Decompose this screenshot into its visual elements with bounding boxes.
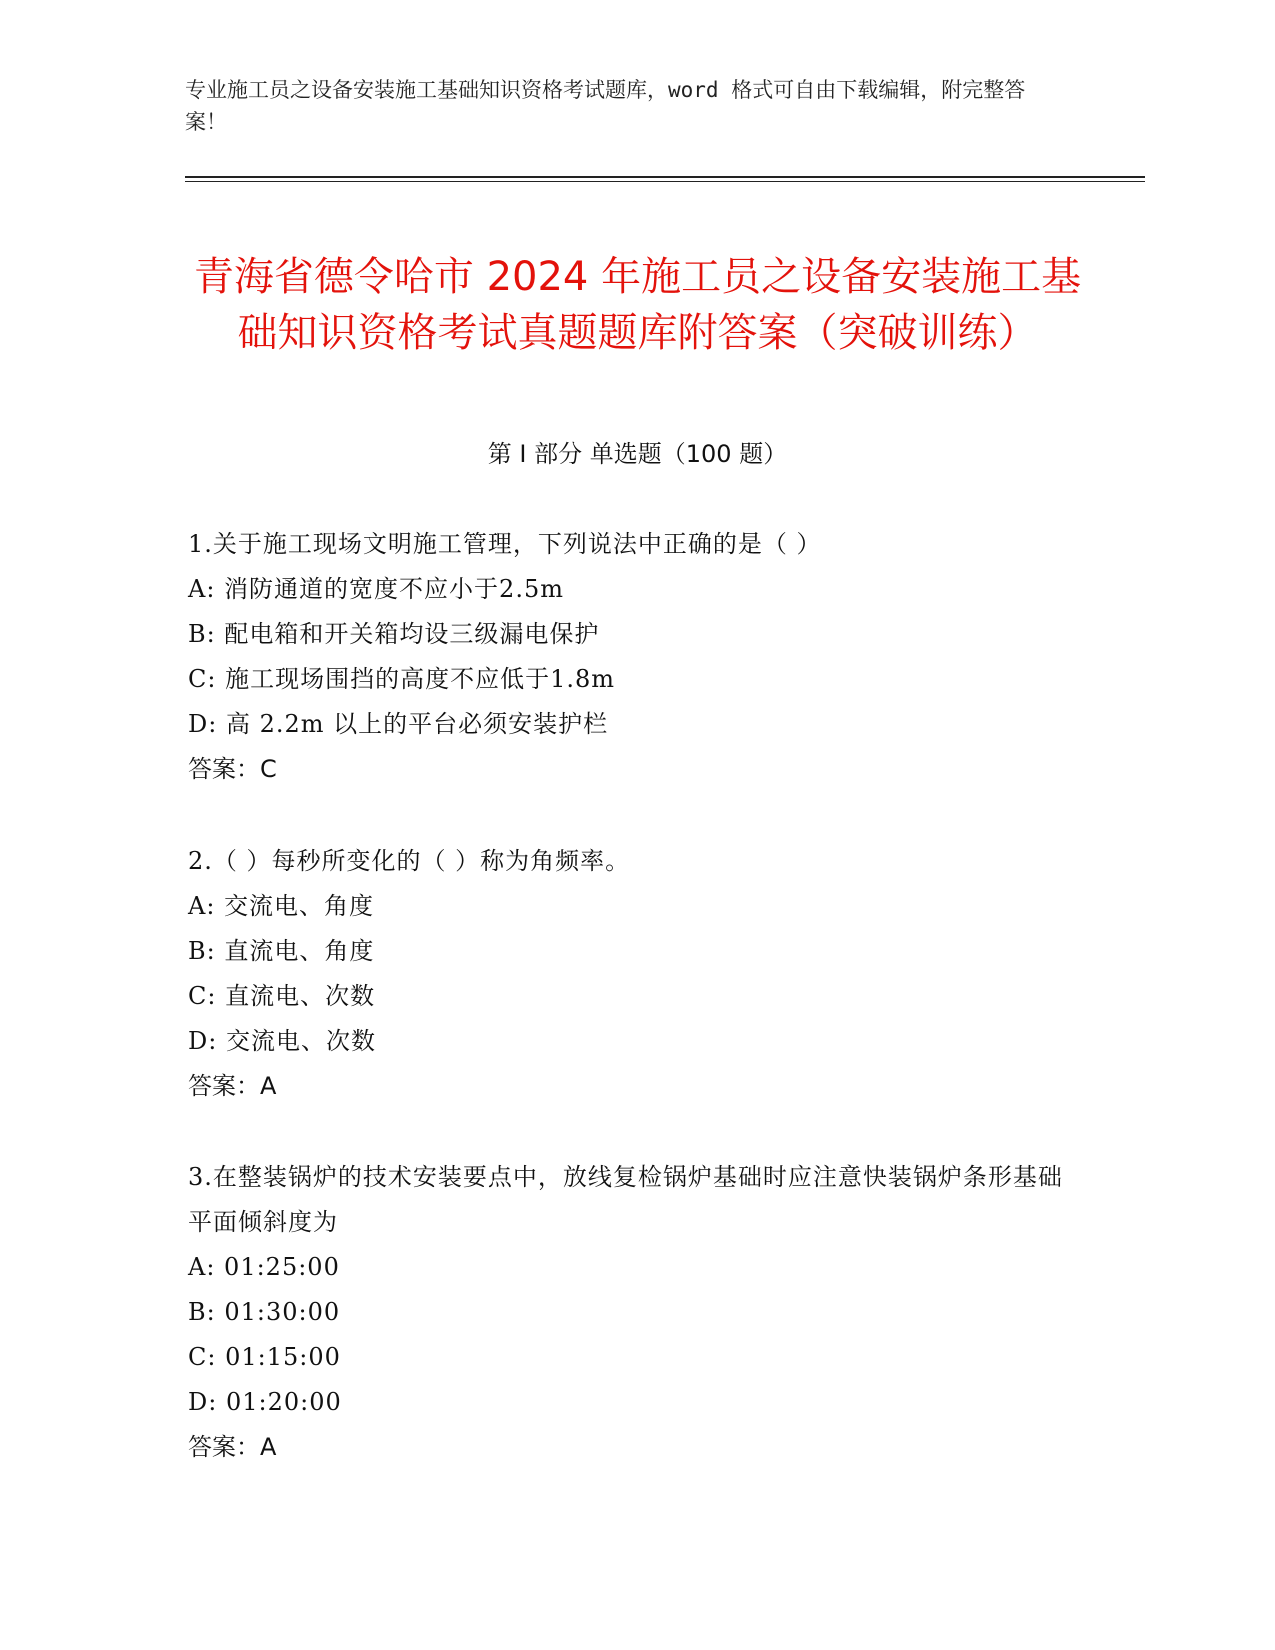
answer: 答案：A xyxy=(188,1433,277,1461)
option-a: A: 01:25:00 xyxy=(188,1253,340,1281)
section-heading: 第 I 部分 单选题（100 题） xyxy=(487,440,788,468)
question-3 xyxy=(188,1155,1068,1470)
option-b: B: 直流电、角度 xyxy=(188,937,375,965)
option-a: A: 交流电、角度 xyxy=(188,892,375,920)
answer: 答案：A xyxy=(188,1072,277,1100)
option-d: D: 交流电、次数 xyxy=(188,1027,376,1055)
header-divider-thick xyxy=(185,176,1145,178)
question-1 xyxy=(188,522,1068,792)
answer: 答案：C xyxy=(188,755,277,783)
option-d: D: 高 2.2m 以上的平台必须安装护栏 xyxy=(188,710,609,738)
document-title: 青海省德令哈市 2024 年施工员之设备安装施工基础知识资格考试真题题库附答案（突破训练） xyxy=(193,253,1082,356)
header-note: 专业施工员之设备安装施工基础知识资格考试题库，word 格式可自由下载编辑，附完整答案！ xyxy=(185,78,1026,134)
option-c: C: 直流电、次数 xyxy=(188,982,376,1010)
option-c: C: 施工现场围挡的高度不应低于1.8m xyxy=(188,665,616,693)
option-a: A: 消防通道的宽度不应小于2.5m xyxy=(188,575,564,603)
option-b: B: 01:30:00 xyxy=(188,1298,341,1326)
question-stem: 1.关于施工现场文明施工管理，下列说法中正确的是（ ） xyxy=(188,530,822,558)
option-d: D: 01:20:00 xyxy=(188,1388,342,1416)
option-c: C: 01:15:00 xyxy=(188,1343,341,1371)
option-b: B: 配电箱和开关箱均设三级漏电保护 xyxy=(188,620,600,648)
question-2 xyxy=(188,839,1068,1109)
header-divider-thin xyxy=(185,181,1145,182)
question-stem: 3.在整装锅炉的技术安装要点中，放线复检锅炉基础时应注意快装锅炉条形基础平面倾斜度为 xyxy=(188,1163,1063,1236)
question-stem: 2.（ ）每秒所变化的（ ）称为角频率。 xyxy=(188,847,631,875)
